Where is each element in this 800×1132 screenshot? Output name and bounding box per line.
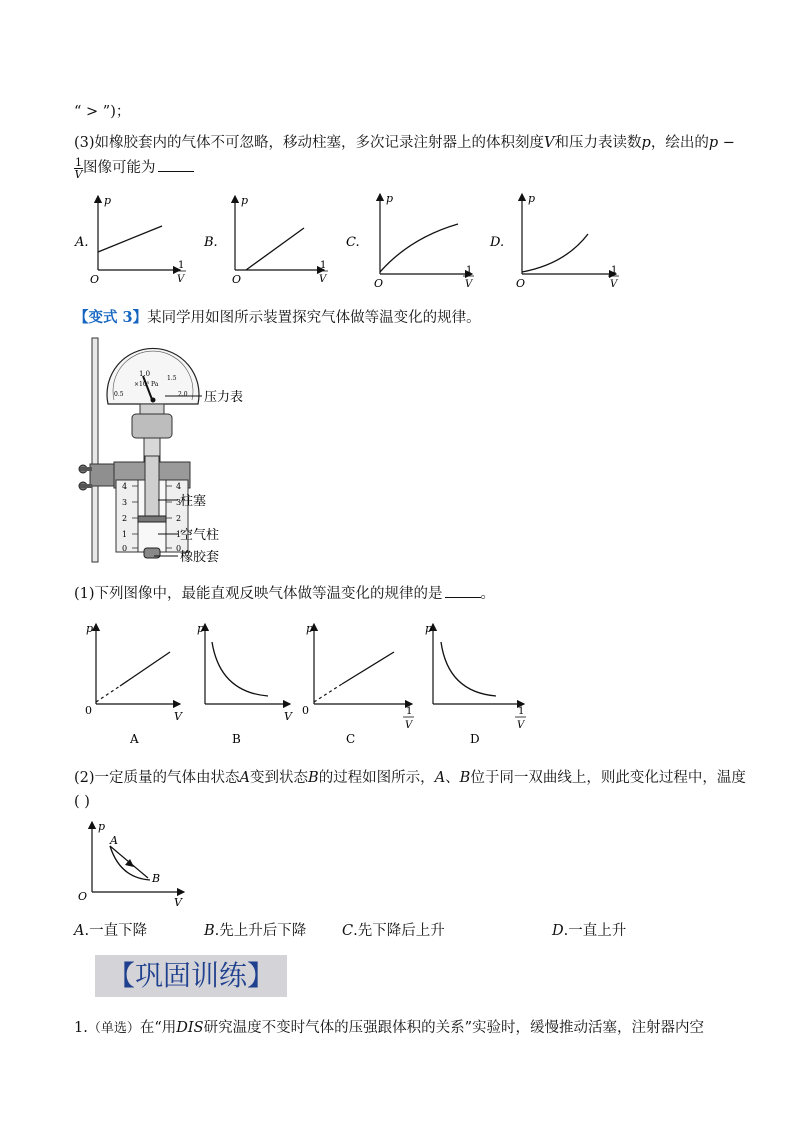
text-fragment: 研究温度不变时气体的压强跟体积的关系”实验时，缓慢推动活塞，注射器内空	[203, 1020, 704, 1036]
text-fragment: −	[718, 135, 735, 151]
row2-graph-d	[425, 622, 526, 746]
dial-label: 2.0	[178, 391, 188, 398]
choice-letter: B	[204, 923, 215, 939]
choice-letter: A	[74, 923, 85, 939]
y-label: p	[386, 192, 394, 205]
scale-tick-label: 3	[122, 498, 128, 507]
line-mark	[246, 228, 304, 270]
option-letter: C	[346, 732, 356, 746]
option-letter: C.	[346, 235, 360, 250]
y-label: p	[98, 820, 106, 833]
text-fragment: (3)如橡胶套内的气体不可忽略，移动柱塞，多次记录注射器上的体积刻度	[74, 135, 545, 151]
text-fragment: “ > ”)；	[74, 104, 131, 120]
question-number: 1.	[74, 1020, 88, 1036]
origin-label: O	[374, 277, 384, 290]
row1-graph-d	[489, 192, 619, 290]
choice-b[interactable]	[204, 919, 306, 940]
section-banner: 【巩固训练】	[95, 955, 287, 997]
y-label: p	[197, 622, 205, 635]
row2-graph-c	[302, 622, 414, 746]
fraction-den: V	[74, 167, 83, 181]
text-fragment: 在“用	[139, 1020, 177, 1036]
text-fragment: (1)下列图像中，最能直观反映气体做等温变化的规律的是	[74, 586, 443, 602]
curve-mark	[212, 642, 268, 696]
air-column-label: 空气柱	[180, 528, 220, 543]
scale-tick-label: 4	[122, 482, 128, 491]
scale-tick-label: 2	[176, 514, 182, 523]
row1-graph-b	[203, 194, 328, 286]
answer-paren[interactable]: ( )	[74, 794, 90, 810]
stand-rod	[92, 338, 98, 562]
x-label-num: 1	[466, 265, 473, 276]
y-label: p	[306, 622, 314, 635]
x-label: V	[174, 710, 182, 723]
x-label-num: 1	[178, 260, 185, 271]
text-fragment: 、	[445, 770, 460, 786]
hyperbola-graph	[76, 818, 196, 910]
question-3-line-2	[74, 156, 194, 180]
x-label-num: 1	[611, 265, 618, 276]
piston-rod	[145, 456, 159, 516]
var-p: p	[641, 135, 651, 151]
row2-graphs	[80, 618, 540, 748]
x-label-num: 1	[406, 706, 413, 717]
sub-question-2-paren	[74, 794, 90, 810]
y-label: p	[104, 194, 112, 207]
choice-text: .一直下降	[84, 923, 148, 939]
var-B: B	[308, 770, 319, 786]
row1-graphs	[70, 188, 650, 293]
fraction-num: 1	[75, 155, 82, 169]
scale-tick-label: 0	[122, 544, 128, 553]
x-label-den: V	[319, 274, 327, 285]
var-p: p	[708, 135, 719, 151]
option-letter: B	[232, 732, 241, 746]
answer-blank[interactable]	[158, 170, 194, 172]
choice-a[interactable]	[74, 919, 147, 940]
dial-label: 1.5	[167, 375, 177, 382]
apparatus-figure	[70, 334, 270, 564]
var-B: B	[459, 770, 471, 786]
row1-graph-a	[74, 194, 186, 286]
origin-label: O	[90, 273, 100, 286]
origin-label: O	[516, 277, 526, 290]
text-line-0	[74, 100, 130, 121]
text-fragment: 某同学用如图所示装置探究气体做等温变化的规律。	[147, 310, 481, 326]
choice-text: .先上升后下降	[214, 923, 307, 939]
sub-question-1	[74, 582, 495, 603]
question-tag: （单选）	[87, 1021, 140, 1036]
origin-label: O	[232, 273, 242, 286]
x-label-den: V	[465, 279, 473, 290]
text-fragment: 位于同一双曲线上，则此变化过程中，温度	[470, 770, 746, 786]
curve-mark	[522, 234, 588, 272]
x-label-den: V	[610, 279, 618, 290]
x-label-num: 1	[320, 260, 327, 271]
choice-letter: D	[552, 923, 564, 939]
y-label: p	[425, 622, 433, 635]
option-letter: A	[130, 732, 139, 746]
curve-mark	[441, 642, 496, 696]
option-letter: A.	[75, 235, 89, 250]
x-label: V	[284, 710, 292, 723]
dial-unit: ×10⁵ Pa	[134, 381, 159, 388]
y-label: p	[528, 192, 536, 205]
scale-tick-label: 2	[122, 514, 128, 523]
scale-tick-label: 1	[122, 530, 128, 539]
option-letter: D	[470, 732, 480, 746]
text-fragment: 和压力表读数	[554, 135, 642, 151]
choice-c[interactable]	[342, 919, 445, 940]
piston	[138, 516, 166, 522]
y-label: p	[241, 194, 249, 207]
fraction-1-over-V	[74, 157, 83, 180]
text-fragment: 。	[480, 586, 496, 602]
scale-tick-label: 0	[176, 544, 182, 553]
text-fragment: 图像可能为	[83, 160, 156, 176]
origin-label: 0	[85, 704, 92, 717]
bianshi-label: 【变式 3】	[74, 309, 148, 326]
scale-tick-label: 4	[176, 482, 182, 491]
var-dis: DIS	[176, 1020, 204, 1036]
text-fragment: ，绘出的	[650, 135, 709, 151]
rubber-cap-label: 橡胶套	[180, 550, 220, 564]
var-V: V	[544, 135, 555, 151]
rubber-cap	[144, 548, 160, 558]
x-label-num: 1	[518, 706, 525, 717]
piston-label: 柱塞	[180, 494, 207, 509]
text-fragment: 的过程如图所示，	[318, 770, 435, 786]
scale-tick-label: 1	[176, 530, 182, 539]
x-label-den: V	[177, 274, 185, 285]
point-b-label: B	[152, 872, 161, 885]
y-label: p	[86, 622, 94, 635]
row2-graph-b	[197, 622, 293, 746]
gauge-label: 压力表	[204, 390, 244, 405]
choice-text: .先下降后上升	[353, 923, 445, 939]
choice-text: .一直上升	[563, 923, 627, 939]
scale-tick-label: 3	[176, 498, 182, 507]
question-3-line	[74, 131, 735, 152]
choice-letter: C	[342, 923, 354, 939]
curve-mark	[380, 224, 458, 272]
text-fragment: 变到状态	[250, 770, 309, 786]
point-a-label: A	[110, 834, 118, 847]
origin-label: O	[78, 890, 88, 903]
line-mark	[98, 226, 162, 252]
bianshi-line	[74, 306, 481, 327]
row2-graph-a	[85, 622, 183, 746]
training-question-1	[74, 1016, 704, 1037]
text-fragment: (2)一定质量的气体由状态	[74, 770, 240, 786]
option-letter: D.	[490, 235, 505, 250]
var-A: A	[239, 770, 251, 786]
line-mark	[342, 652, 394, 684]
origin-label: 0	[302, 704, 309, 717]
var-A: A	[434, 770, 446, 786]
dial-label: 1.0	[139, 370, 151, 378]
sub-question-2	[74, 766, 746, 787]
option-letter: B.	[204, 235, 218, 250]
x-label-den: V	[405, 720, 413, 731]
x-label: V	[174, 896, 182, 909]
choice-d[interactable]	[552, 919, 626, 940]
answer-blank[interactable]	[445, 596, 481, 598]
line-mark	[120, 652, 170, 686]
row1-graph-c	[346, 192, 474, 290]
dial-label: 0.5	[114, 391, 124, 398]
x-label-den: V	[517, 720, 525, 731]
